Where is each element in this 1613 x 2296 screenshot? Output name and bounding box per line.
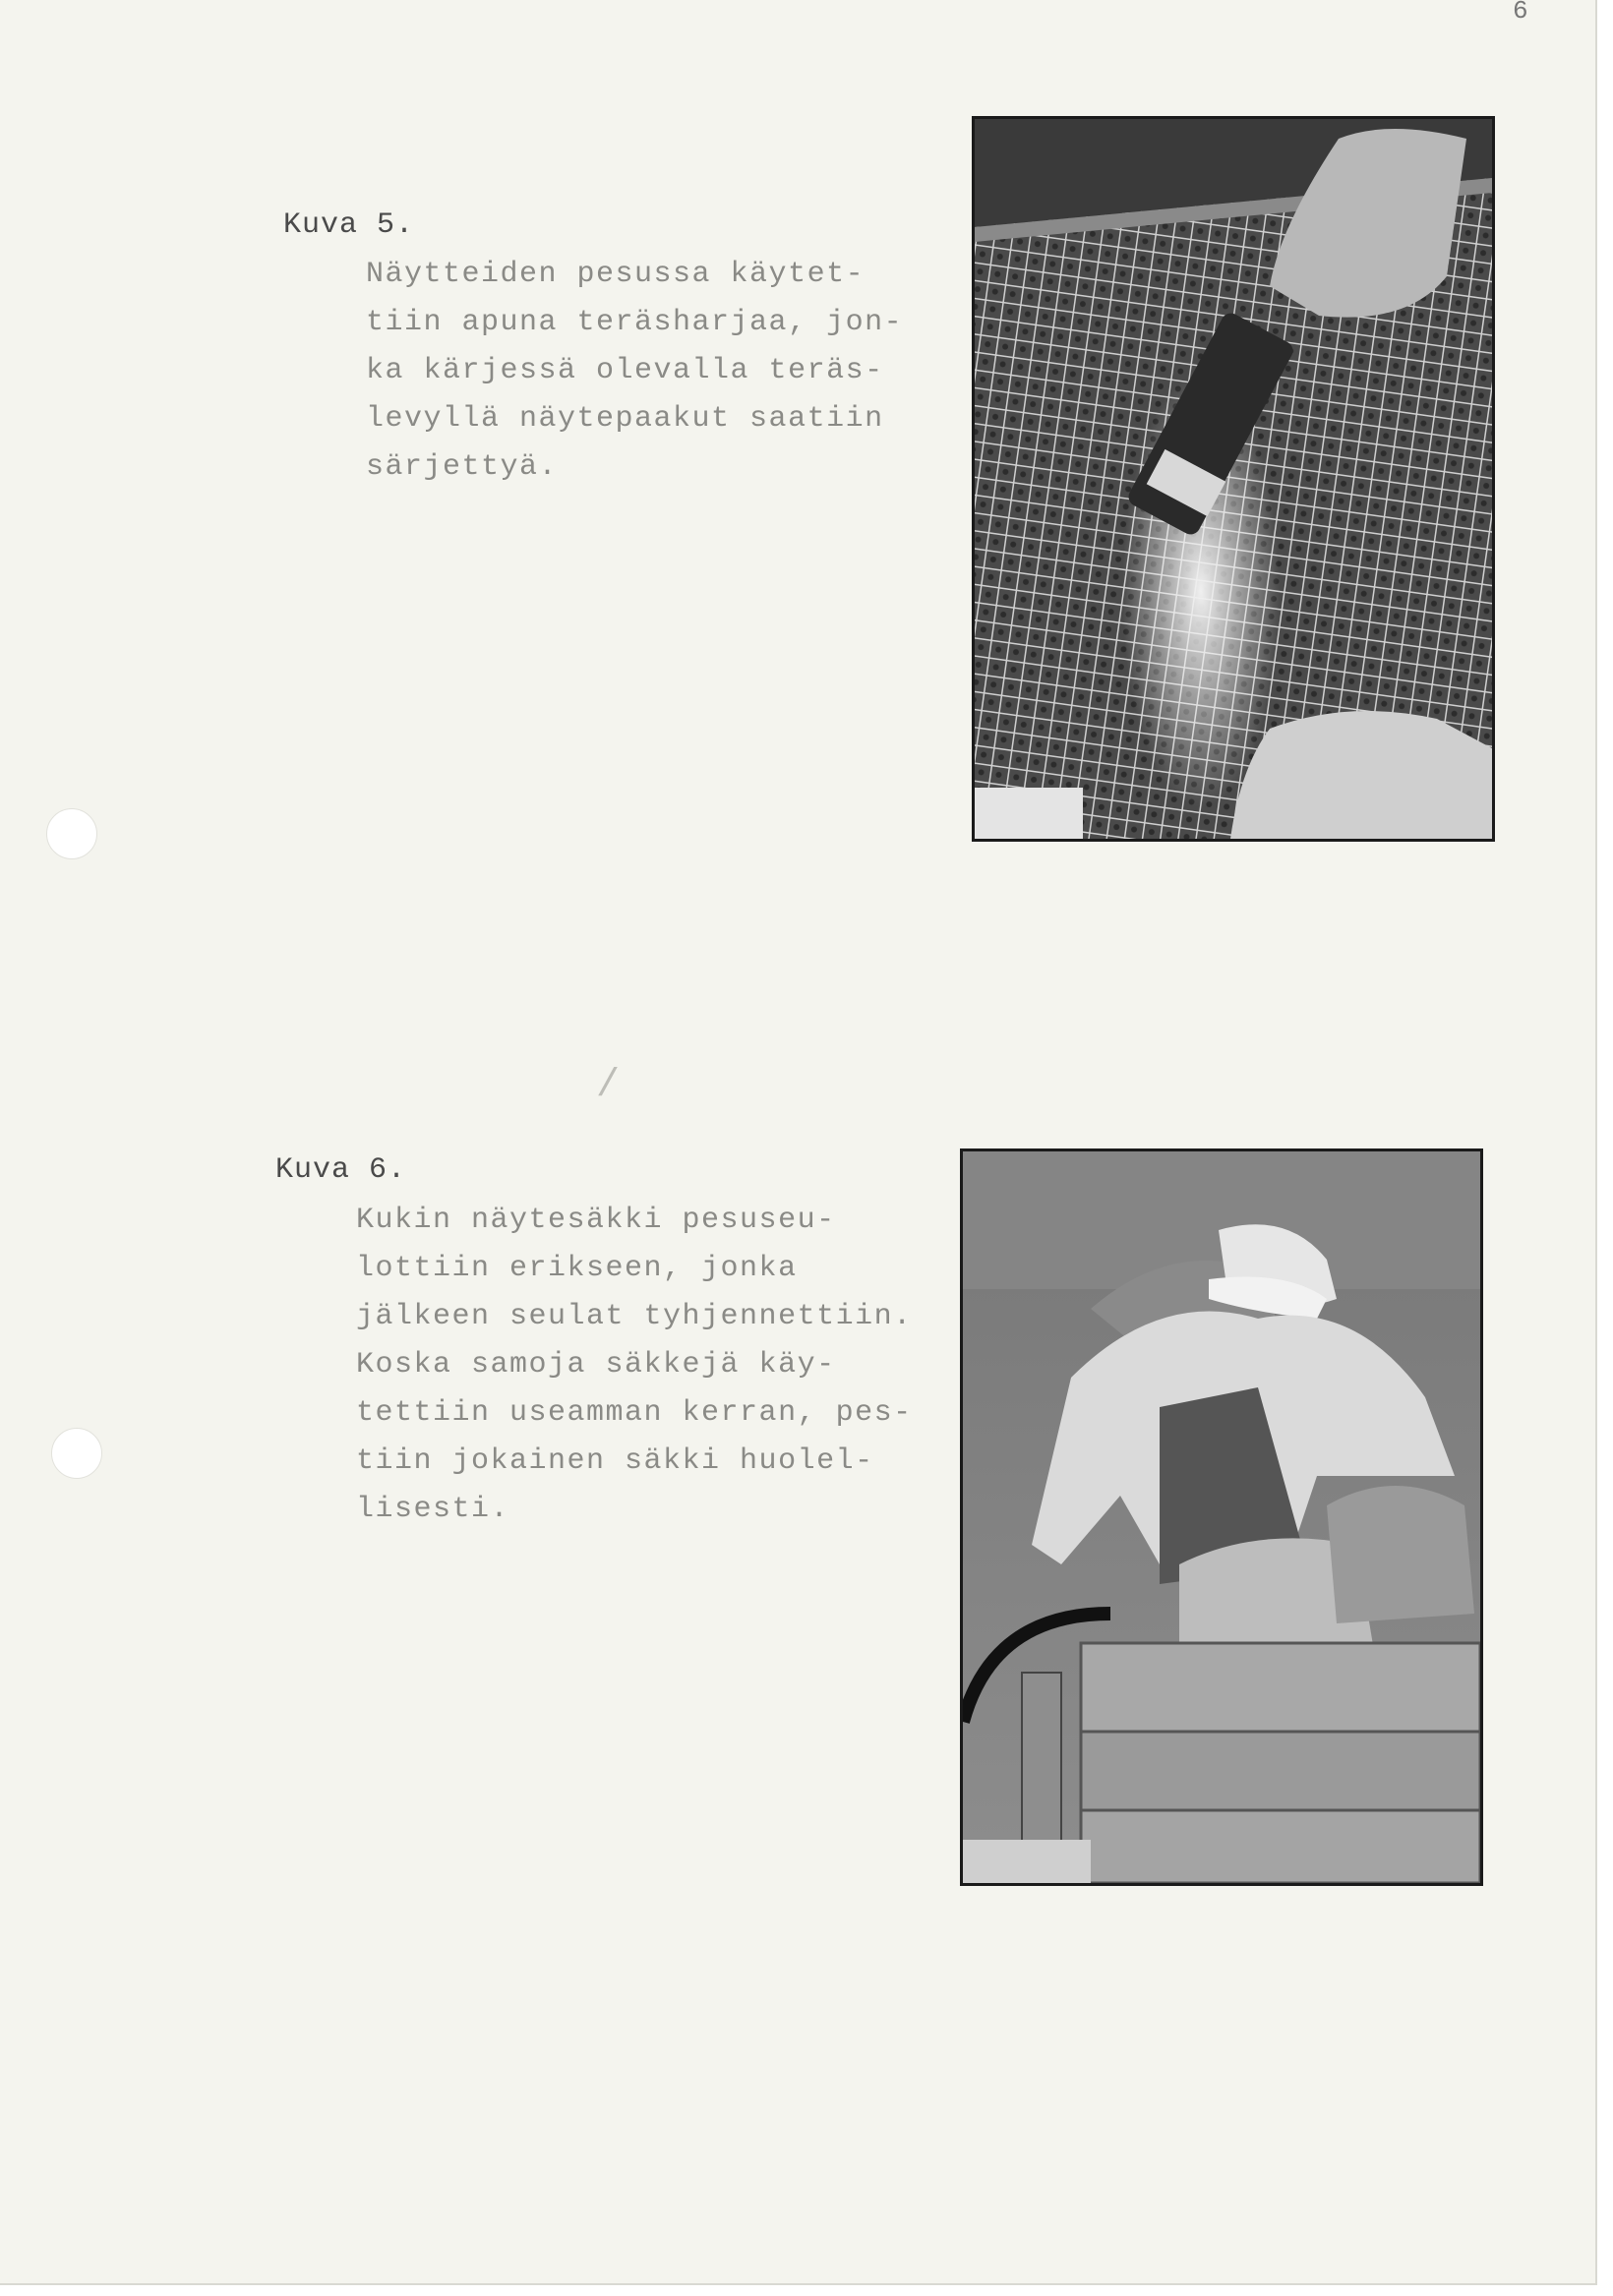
figure-6-caption (356, 1197, 913, 1534)
figure-6-caption-line: lisesti. (356, 1493, 510, 1526)
figure-6-caption-line: lottiin erikseen, jonka (356, 1252, 798, 1285)
figure-6-caption-line: jälkeen seulat tyhjennettiin. (356, 1300, 913, 1333)
figure-5-caption-line: särjettyä. (366, 450, 559, 484)
punch-hole (46, 808, 97, 859)
punch-hole (51, 1428, 102, 1479)
paper-mark: / (596, 1064, 621, 1108)
sieve-brushing-image (975, 119, 1492, 839)
figure-6-caption-line: tiin jokainen säkki huolel- (356, 1444, 874, 1478)
figure-6-photo (960, 1148, 1483, 1886)
figure-5-label: Kuva 5. (283, 208, 415, 242)
figure-5-caption (366, 251, 903, 492)
figure-5-photo (972, 116, 1495, 842)
figure-6-label: Kuva 6. (275, 1153, 407, 1187)
figure-5-caption-line: tiin apuna teräsharjaa, jon- (366, 306, 904, 339)
figure-5-caption-line: ka kärjessä olevalla teräs- (366, 354, 884, 387)
page-number: 6 (1513, 0, 1528, 26)
figure-6-caption-line: Koska samoja säkkejä käy- (356, 1348, 836, 1382)
figure-5-caption-line: Näytteiden pesussa käytet- (366, 258, 866, 291)
worker-sieve-box-image (963, 1151, 1480, 1883)
figure-6-caption-line: Kukin näytesäkki pesuseu- (356, 1204, 836, 1237)
figure-5-caption-line: levyllä näytepaakut saatiin (366, 402, 884, 436)
figure-6-caption-line: tettiin useamman kerran, pes- (356, 1396, 913, 1430)
